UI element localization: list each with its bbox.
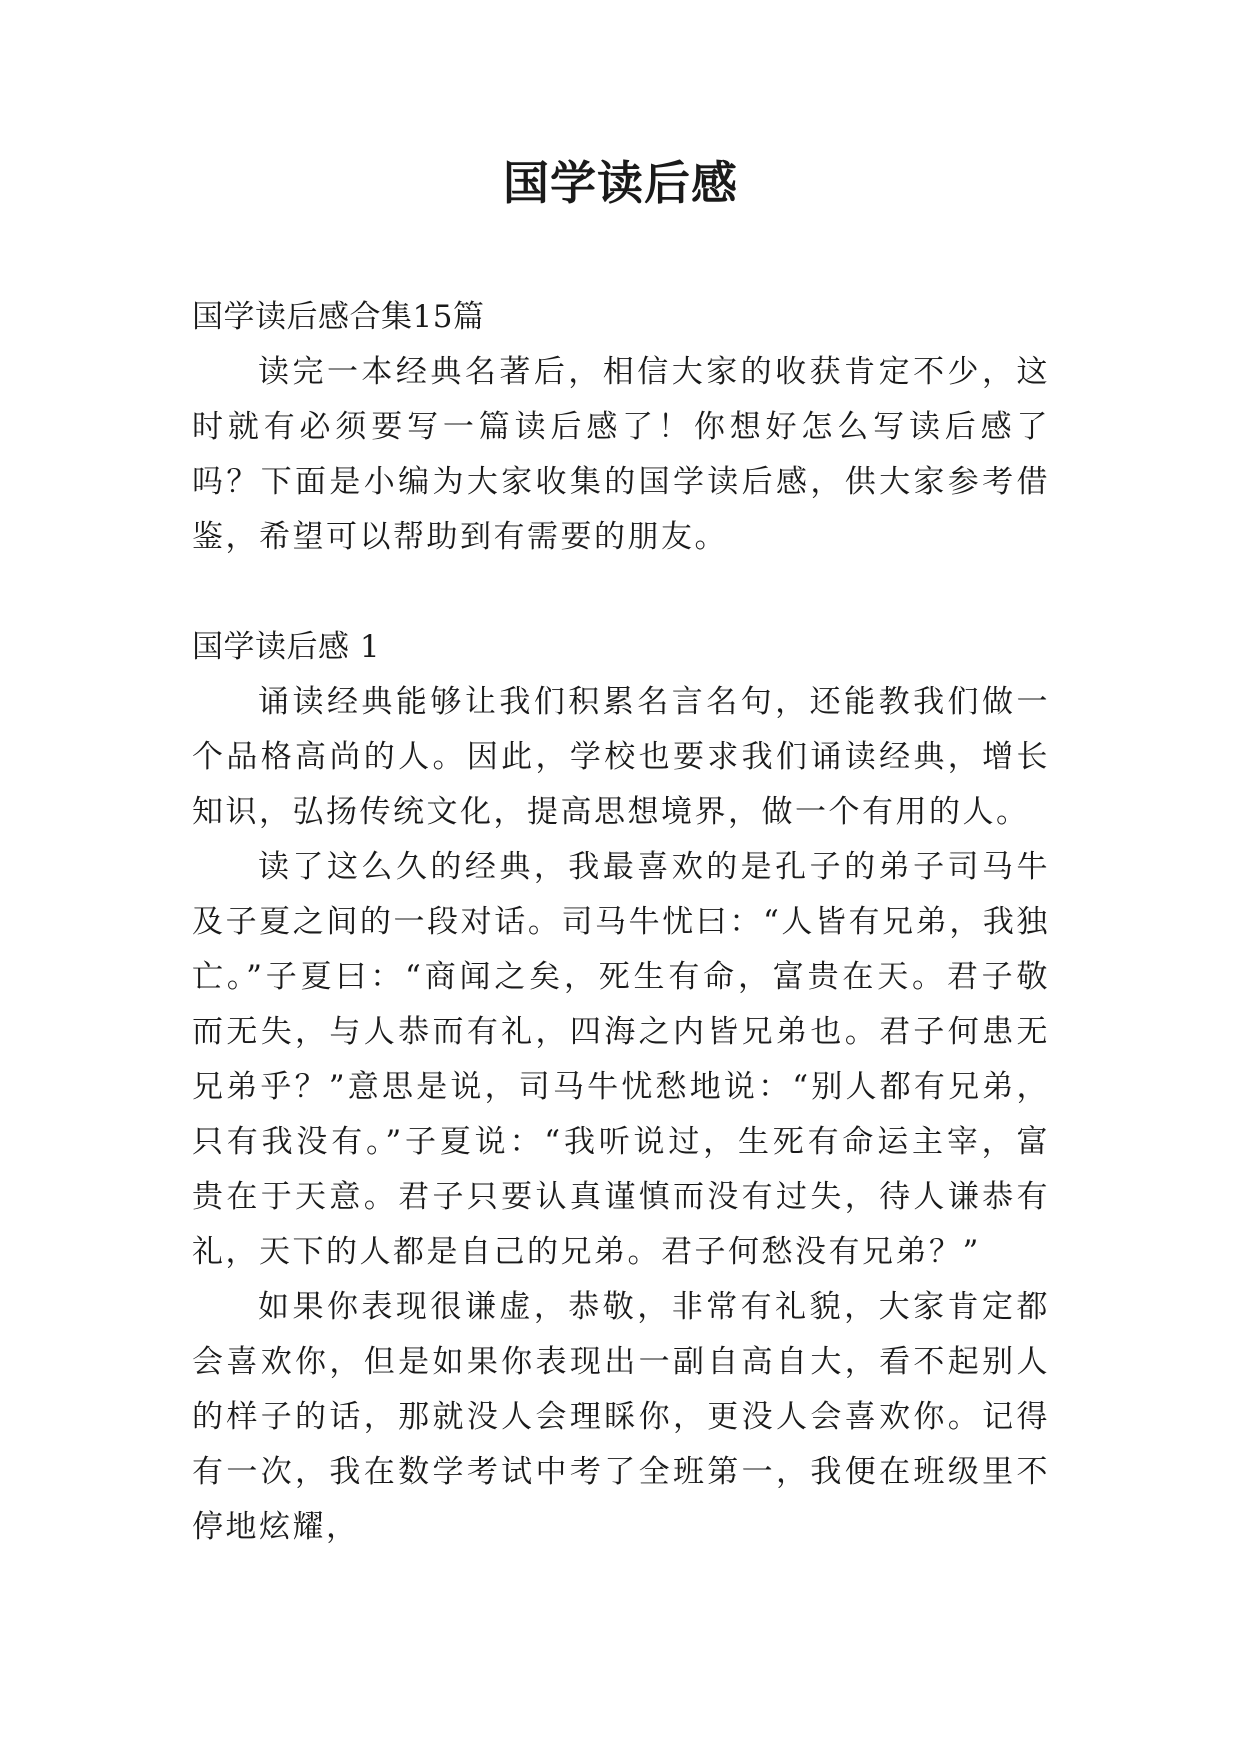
document-body — [192, 290, 1050, 1555]
body-paragraph: 读了这么久的经典，我最喜欢的是孔子的弟子司马牛及子夏之间的一段对话。司马牛忧曰：“人皆有兄弟，我独亡。”子夏曰：“商闻之矣，死生有命，富贵在天。君子敬而无失，与人恭而有礼，四海之内皆兄弟也。君子何患无兄弟乎？”意思是说，司马牛忧愁地说：“别人都有兄弟，只有我没有。”子夏说：“我听说过，生死有命运主宰，富贵在于天意。君子只要认真谨慎而没有过失，待人谦恭有礼，天下的人都是自己的兄弟。君子何愁没有兄弟？” — [192, 849, 1050, 1270]
body-paragraph: 诵读经典能够让我们积累名言名句，还能教我们做一个品格高尚的人。因此，学校也要求我们诵读经典，增长知识，弘扬传统文化，提高思想境界，做一个有用的人。 — [192, 684, 1050, 830]
section-heading: 国学读后感 1 — [192, 629, 381, 665]
document-title: 国学读后感 — [503, 156, 738, 210]
body-paragraph: 如果你表现很谦虚，恭敬，非常有礼貌，大家肯定都会喜欢你，但是如果你表现出一副自高自大，看不起别人的样子的话，那就没人会理睬你，更没人会喜欢你。记得有一次，我在数学考试中考了全班第一，我便在班级里不停地炫耀， — [192, 1289, 1050, 1545]
intro-paragraph: 读完一本经典名著后，相信大家的收获肯定不少，这时就有必须要写一篇读后感了！你想好怎么写读后感了吗？下面是小编为大家收集的国学读后感，供大家参考借鉴，希望可以帮助到有需要的朋友。 — [192, 354, 1050, 555]
collection-subtitle: 国学读后感合集15篇 — [192, 299, 485, 335]
